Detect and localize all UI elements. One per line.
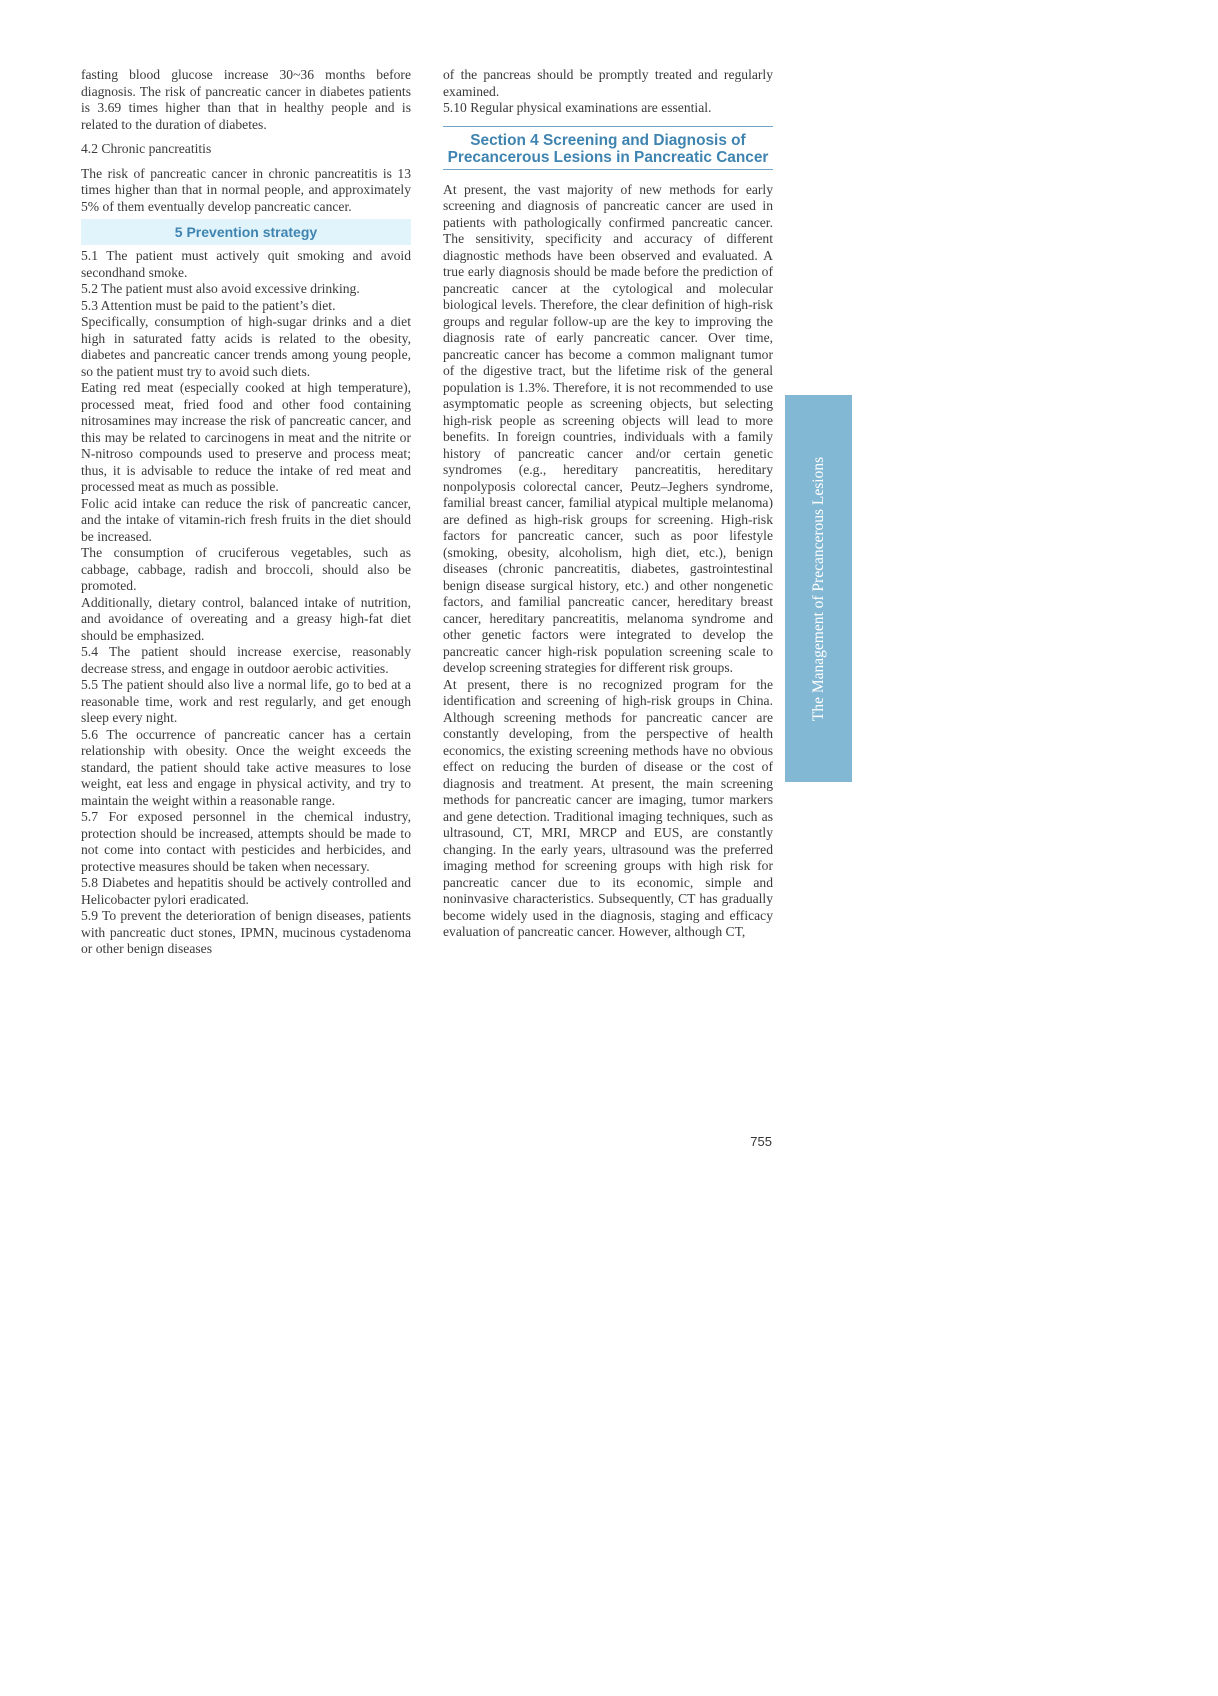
paragraph-screening-intro: At present, the vast majority of new methods for early screening and diagnosis of pancreatic cancer are used in patients with pathologically confirmed pancreatic cancer. The sensitivity, specificity and accuracy of different diagnostic methods have been observed and evaluated. A true early diagnosis should be made before the prediction of pancreatic cancer at the cytological and molecular biological levels. Therefore, the clear definition of high-risk groups and regular follow-up are the key to improving the diagnosis rate of early pancreatic cancer. Over time, pancreatic cancer has become a common malignant tumor of the digestive tract, but the lifetime risk of the general population is 1.3%. Therefore, it is not recommended to use asymptomatic people as screening objects, but selecting high-risk people as screening objects will lead to more benefits. In foreign countries, individuals with a family history of pancreatic cancer and/or certain genetic syndromes (e.g., hereditary pancreatitis, hereditary nonpolyposis colorectal cancer, Peutz–Jeghers syndrome, familial breast cancer, familial atypical multiple melanoma) are defined as high-risk groups for screening. High-risk factors for pancreatic cancer, such as poor lifestyle (smoking, obesity, alcoholism, high diet, etc.), benign diseases (chronic pancreatitis, diabetes, gastrointestinal benign disease surgical history, etc.) and other nongenetic factors, and familial pancreatic cancer, hereditary breast cancer, hereditary pancreatitis, melanoma syndrome and other genetic factors were integrated to develop the pancreatic cancer high-risk population screening scale to develop screening strategies for different risk groups. <box>443 181 773 675</box>
list-item: 5.1 The patient must actively quit smoking and avoid secondhand smoke. <box>81 248 411 280</box>
paragraph-diabetes-risk: fasting blood glucose increase 30~36 months before diagnosis. The risk of pancreatic cancer in diabetes patients is 3.69 times higher than that in healthy people and is related to the duration of diabetes. <box>81 67 411 132</box>
list-item: 5.3 Attention must be paid to the patient’s diet. <box>81 297 336 313</box>
list-item: 5.8 Diabetes and hepatitis should be actively controlled and Helicobacter pylori eradicated. <box>81 875 411 907</box>
list-item: 5.10 Regular physical examinations are essential. <box>443 100 712 115</box>
right-column <box>443 67 773 941</box>
list-item: Eating red meat (especially cooked at high temperature), processed meat, fried food and other food containing nitrosamines may increase the risk of pancreatic cancer, and this may be related to carcinogens in meat and the nitrite or N-nitroso compounds used to preserve and process meat; thus, it is advisable to reduce the intake of red meat and processed meat as much as possible. <box>81 380 411 494</box>
list-item: 5.6 The occurrence of pancreatic cancer has a certain relationship with obesity. Once the weight exceeds the standard, the patient should take active measures to lose weight, eat less and engage in physical activity, and try to maintain the weight within a reasonable range. <box>81 726 411 808</box>
chapter-side-tab <box>785 395 852 782</box>
list-item: The consumption of cruciferous vegetables, such as cabbage, cabbage, radish and broccoli, should also be promoted. <box>81 545 411 593</box>
paragraph-continuation: of the pancreas should be promptly treated and regularly examined. <box>443 67 773 99</box>
list-item: Additionally, dietary control, balanced intake of nutrition, and avoidance of overeating and a greasy high-fat diet should be emphasized. <box>81 594 411 643</box>
list-item: Folic acid intake can reduce the risk of pancreatic cancer, and the intake of vitamin-rich fresh fruits in the diet should be increased. <box>81 495 411 544</box>
chapter-side-tab-label: The Management of Precancerous Lesions <box>809 456 827 721</box>
list-item: 5.5 The patient should also live a normal life, go to bed at a reasonable time, work and rest regularly, and get enough sleep every night. <box>81 677 411 725</box>
list-item: 5.4 The patient should increase exercise, reasonably decrease stress, and engage in outdoor aerobic activities. <box>81 644 411 676</box>
paragraph-screening-methods: At present, there is no recognized program for the identification and screening of high-risk groups in China. Although screening methods for pancreatic cancer are constantly developing, from the perspective of health economics, the existing screening methods have no obvious effect on reducing the burden of disease or the cost of diagnosis and treatment. At present, the main screening methods for pancreatic cancer are imaging, tumor markers and gene detection. Traditional imaging techniques, such as ultrasound, CT, MRI, MRCP and EUS, are constantly changing. In the early years, ultrasound was the preferred imaging method for screening groups with high risk for pancreatic cancer due to its economic, simple and noninvasive characteristics. Subsequently, CT has gradually become widely used in the diagnosis, staging and efficacy evaluation of pancreatic cancer. However, although CT, <box>443 676 773 939</box>
list-item: 5.7 For exposed personnel in the chemical industry, protection should be increased, attempts should be made to not come into contact with pesticides and herbicides, and protective measures should be taken when necessary. <box>81 809 411 874</box>
page-number: 755 <box>750 1134 772 1149</box>
list-item: Specifically, consumption of high-sugar drinks and a diet high in saturated fatty acids is related to the obesity, diabetes and pancreatic cancer trends among young people, so the patient must try to avoid such diets. <box>81 314 411 379</box>
list-item: 5.2 The patient must also avoid excessive drinking. <box>81 281 360 296</box>
paragraph-pancreatitis-risk: The risk of pancreatic cancer in chronic pancreatitis is 13 times higher than that in normal people, and approximately 5% of them eventually develop pancreatic cancer. <box>81 165 411 214</box>
subheading-chronic-pancreatitis: 4.2 Chronic pancreatitis <box>81 141 212 156</box>
list-item: 5.9 To prevent the deterioration of benign diseases, patients with pancreatic duct stones, IPMN, mucinous cystadenoma or other benign diseases <box>81 908 411 956</box>
left-column <box>81 67 411 958</box>
section-heading: Section 4 Screening and Diagnosis of Precancerous Lesions in Pancreatic Cancer <box>443 126 773 170</box>
heading-prevention-strategy: 5 Prevention strategy <box>81 219 411 245</box>
